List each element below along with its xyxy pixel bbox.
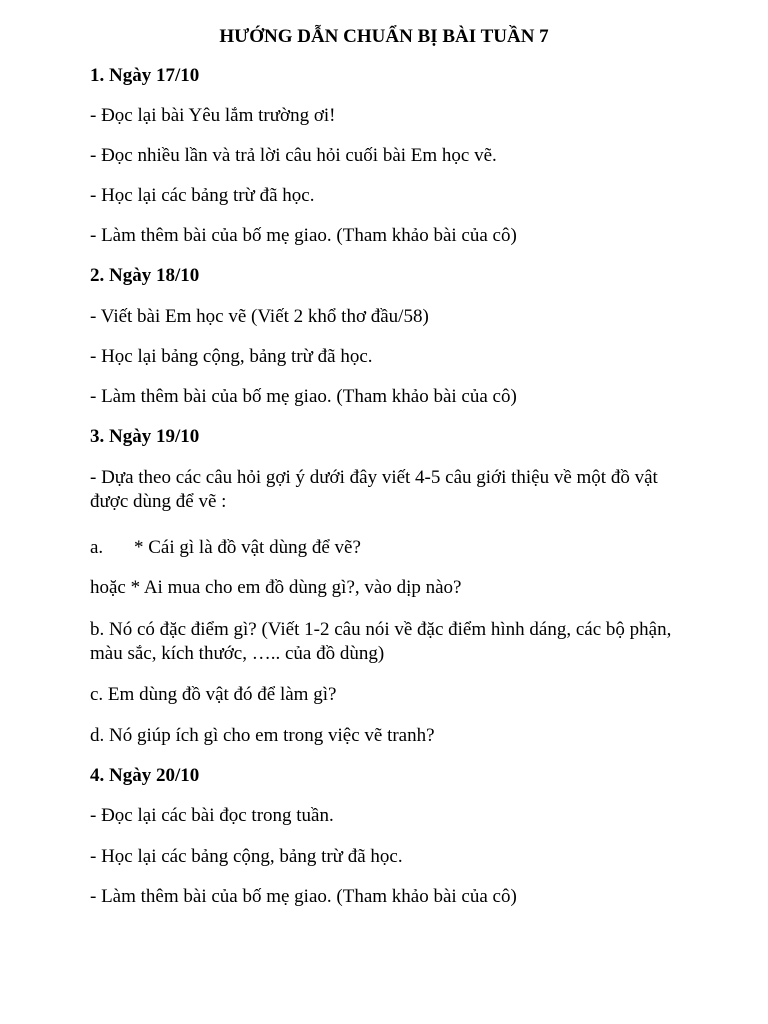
day2-item-3: - Làm thêm bài của bố mẹ giao. (Tham khảo bài của cô) [90, 386, 517, 407]
day4-item-1: - Đọc lại các bài đọc trong tuần. [90, 805, 334, 826]
day3-question-a-alt: hoặc * Ai mua cho em đồ dùng gì?, vào dịp nào? [90, 577, 462, 598]
day4-item-2: - Học lại các bảng cộng, bảng trừ đã học. [90, 846, 403, 867]
day3-question-d: d. Nó giúp ích gì cho em trong việc vẽ tranh? [90, 725, 435, 746]
day1-item-3: - Học lại các bảng trừ đã học. [90, 185, 315, 206]
day2-item-1: - Viết bài Em học vẽ (Viết 2 khổ thơ đầu/58) [90, 306, 429, 327]
day3-question-a [90, 536, 680, 560]
day2-heading: 2. Ngày 18/10 [90, 265, 200, 286]
day4-item-3: - Làm thêm bài của bố mẹ giao. (Tham khảo bài của cô) [90, 886, 517, 907]
day3-heading: 3. Ngày 19/10 [90, 426, 200, 447]
day3-intro: - Dựa theo các câu hỏi gợi ý dưới đây viết 4-5 câu giới thiệu về một đồ vật được dùng để vẽ : [90, 467, 658, 512]
day3-question-b: b. Nó có đặc điểm gì? (Viết 1-2 câu nói về đặc điểm hình dáng, các bộ phận, màu sắc, kích thước, ….. của đồ dùng) [90, 619, 672, 664]
day1-item-2: - Đọc nhiều lần và trả lời câu hỏi cuối bài Em học vẽ. [90, 145, 497, 166]
day1-heading: 1. Ngày 17/10 [90, 65, 200, 86]
question-a-text: * Cái gì là đồ vật dùng để vẽ? [134, 537, 361, 558]
document-title: HƯỚNG DẪN CHUẨN BỊ BÀI TUẦN 7 [219, 26, 549, 47]
day3-question-c: c. Em dùng đồ vật đó để làm gì? [90, 684, 337, 705]
day2-item-2: - Học lại bảng cộng, bảng trừ đã học. [90, 346, 373, 367]
day1-item-4: - Làm thêm bài của bố mẹ giao. (Tham khảo bài của cô) [90, 225, 517, 246]
day4-heading: 4. Ngày 20/10 [90, 765, 200, 786]
day1-item-1: - Đọc lại bài Yêu lắm trường ơi! [90, 105, 336, 126]
question-a-label: a. [90, 537, 104, 558]
